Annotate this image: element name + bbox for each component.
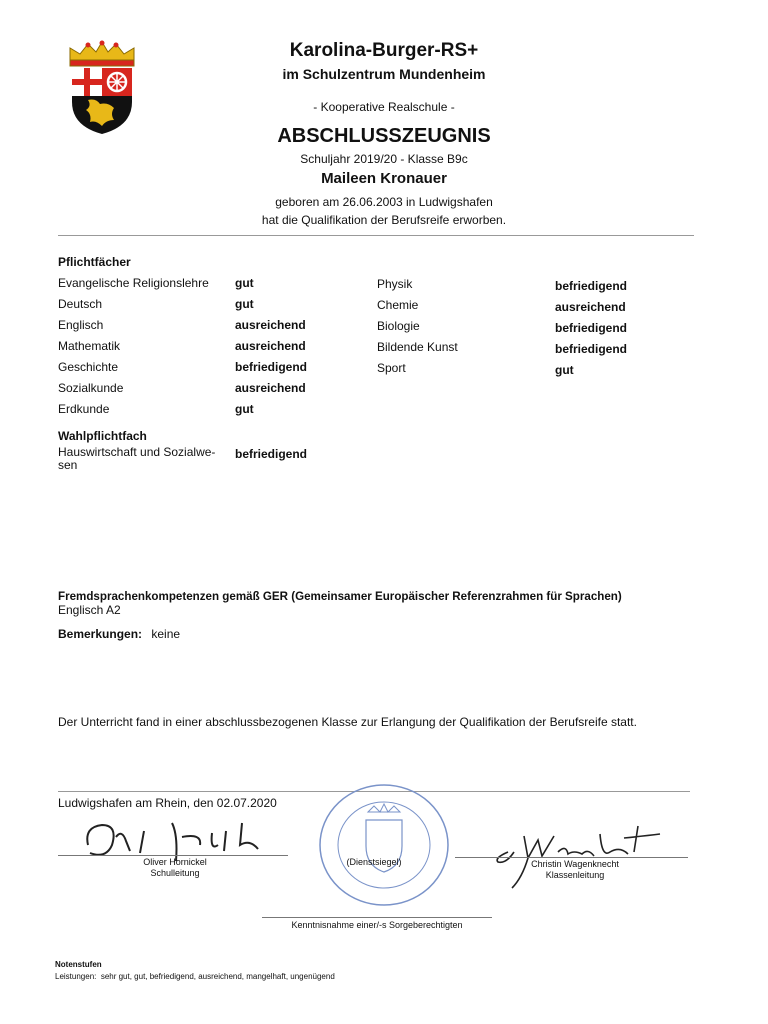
subject-grade: gut [235,297,254,311]
remarks-label: Bemerkungen: [58,627,143,641]
elective-subject [58,446,215,472]
grade-row [58,381,358,402]
grade-row [377,298,707,319]
subject-grade: befriedigend [555,342,628,356]
subject-grade: befriedigend [235,360,308,374]
grade-row [58,402,358,423]
student-name: Maileen Kronauer [321,170,447,187]
subject-name: Chemie [377,298,419,312]
school-year: Schuljahr 2019/20 - Klasse B9c [300,152,468,166]
class-teacher-role: Klassenleitung [545,870,605,880]
grade-row [58,360,358,381]
required-subjects-heading: Pflichtfächer [58,255,131,269]
subject-name: Deutsch [58,297,103,311]
subject-name: Sport [377,361,406,375]
subject-name: Sozialkunde [58,381,124,395]
principal-role: Schulleitung [150,868,200,878]
subject-name: Geschichte [58,360,119,374]
class-teacher-name: Christin Wagenknecht [531,859,619,869]
principal-signature-line [58,855,288,856]
guardian-label: Kenntnisnahme einer/-s Sorgeberechtigten [291,920,463,930]
subject-grade: ausreichend [235,381,306,395]
class-teacher-block [520,859,630,881]
subject-grade: befriedigend [555,321,628,335]
language-competence-value: Englisch A2 [58,603,121,617]
place-date: Ludwigshafen am Rhein, den 02.07.2020 [58,796,277,810]
grade-row [377,361,707,382]
subject-name: Erdkunde [58,402,110,416]
document-title: ABSCHLUSSZEUGNIS [277,125,491,147]
qualification-statement: hat die Qualifikation der Berufsreife erworben. [261,213,507,227]
guardian-signature-line [262,917,492,918]
class-teacher-signature-line [455,857,688,858]
grade-row [377,340,707,361]
subject-name: Evangelische Religionslehre [58,276,209,290]
official-seal-icon [314,780,454,910]
class-statement: Der Unterricht fand in einer abschlussbezogenen Klasse zur Erlangung der Qualifikation der Berufsreife statt. [58,715,637,729]
subject-grade: gut [235,402,254,416]
subject-name: Bildende Kunst [377,340,458,354]
birth-info: geboren am 26.06.2003 in Ludwigshafen [275,195,493,209]
subject-grade: gut [555,363,574,377]
subject-grade: gut [235,276,254,290]
grading-scale-text: Leistungen: sehr gut, gut, befriedigend, ausreichend, mangelhaft, ungenügend [55,972,335,981]
subject-grade: befriedigend [555,279,628,293]
school-type: - Kooperative Realschule - [313,100,455,114]
grade-row [58,318,358,339]
seal-label: (Dienstsiegel) [346,857,402,867]
remarks-value: keine [151,627,181,641]
remarks [58,627,180,641]
required-right-column [377,277,707,382]
principal-block [120,857,230,879]
subject-name: Englisch [58,318,104,332]
grade-row [377,277,707,298]
subject-grade: ausreichend [235,318,306,332]
grade-row [58,339,358,360]
grade-row [377,319,707,340]
grade-row [58,297,358,318]
subject-name: Mathematik [58,339,121,353]
required-left-column [58,276,358,423]
grade-row [58,276,358,297]
school-location: im Schulzentrum Mundenheim [282,66,486,82]
subject-grade: ausreichend [235,339,306,353]
grading-scale-heading: Notenstufen [55,960,102,969]
header-divider [58,235,694,236]
elective-grade: befriedigend [235,447,308,461]
elective-subject-line1: Hauswirtschaft und Sozialwe- [58,445,216,459]
school-name: Karolina-Burger-RS+ [289,40,479,61]
principal-name: Oliver Hornickel [143,857,207,867]
subject-grade: ausreichend [555,300,626,314]
subject-name: Physik [377,277,413,291]
elective-heading: Wahlpflichtfach [58,429,147,443]
subject-name: Biologie [377,319,420,333]
elective-subject-line2: sen [58,458,78,472]
language-competence-heading: Fremdsprachenkompetenzen gemäß GER (Gemeinsamer Europäischer Referenzrahmen für Sprachen) [58,590,622,603]
